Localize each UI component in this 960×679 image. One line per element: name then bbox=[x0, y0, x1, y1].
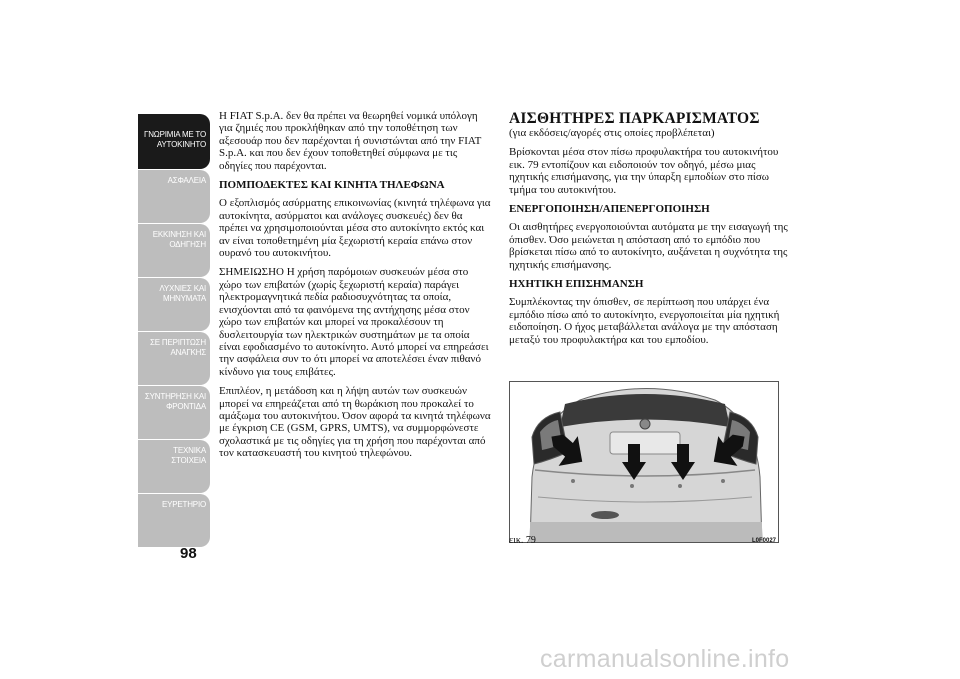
parking-sensors-subtitle: (για εκδόσεις/αγορές στις οποίες προβλέπεται) bbox=[509, 127, 715, 139]
figure-caption: εικ. 79 bbox=[509, 535, 536, 546]
figure-79 bbox=[509, 381, 779, 543]
sensor-arrow-icon bbox=[710, 430, 746, 470]
tab-warning-lights[interactable]: ΛΥΧΝΙΕΣ ΚΑΙ ΜΗΝΥΜΑΤΑ bbox=[138, 278, 210, 331]
acoustic-signal-heading: ΗΧΗΤΙΚΗ ΕΠΙΣΗΜΑΝΣΗ bbox=[509, 278, 644, 291]
tab-technical-data[interactable]: ΤΕΧΝΙΚΑ ΣΤΟΙΧΕΙΑ bbox=[138, 440, 210, 493]
transmission-paragraph: Επιπλέον, η μετάδοση και η λήψη αυτών των συσκευών μπορεί να επηρεάζεται από τη θωράκιση που προκαλεί το αμάξωμα του αυτοκινήτου. Όσον αφορά τα κινητά τηλέφωνα με έγκριση CE (GSM, GPRS, UMTS), να συμμορφώνεστε σχολαστικά με τις οδηγίες για τη χρήση που παρέχονται από τον κατασκευαστή του κινητού τηλεφώνου. bbox=[219, 385, 491, 460]
sensor-arrow-icon bbox=[550, 430, 586, 470]
tab-emergency[interactable]: ΣΕ ΠΕΡΙΠΤΩΣΗ ΑΝΑΓΚΗΣ bbox=[138, 332, 210, 385]
transceivers-heading: ΠΟΜΠΟΔΕΚΤΕΣ ΚΑΙ ΚΙΝΗΤΑ ΤΗΛΕΦΩΝΑ bbox=[219, 179, 445, 192]
liability-paragraph: Η FIAT S.p.A. δεν θα πρέπει να θεωρηθεί νομικά υπόλογη για ζημιές που προκλήθηκαν από την τοποθέτηση των αξεσουάρ που δεν παρέχονται ή συνιστώνται από την FIAT S.p.A. και που δεν έχουν τοποθετηθεί σύμφωνα με τις οδηγίες που παρέχονται. bbox=[219, 110, 482, 172]
sensor-arrow-icon bbox=[671, 444, 695, 480]
tab-safety[interactable]: ΑΣΦΑΛΕΙΑ bbox=[138, 170, 210, 223]
activation-heading: ΕΝΕΡΓΟΠΟΙΗΣΗ/ΑΠΕΝΕΡΓΟΠΟΙΗΣΗ bbox=[509, 203, 710, 216]
left-column bbox=[219, 110, 491, 467]
wireless-paragraph: Ο εξοπλισμός ασύρματης επικοινωνίας (κινητά τηλέφωνα για αυτοκίνητα, ασύρματοι και ανάλογες συσκευές) δεν θα πρέπει να χρησιμοποιούνται μέσα στο αυτοκίνητο εκτός και αν είναι τοποθετημένη μία ξεχωριστή κεραία επάνω στον ουρανό του αυτοκινήτου. bbox=[219, 197, 491, 260]
sensors-location-paragraph: Βρίσκονται μέσα στον πίσω προφυλακτήρα του αυτοκινήτου εικ. 79 εντοπίζουν και ειδοποιούν τον οδηγό, μέσω μιας ηχητικής επισήμανσης, για την ύπαρξη εμποδίων στο πίσω τμήμα του αυτοκινήτου. bbox=[509, 146, 779, 196]
watermark: carmanualsonline.info bbox=[540, 645, 790, 673]
tab-maintenance[interactable]: ΣΥΝΤΗΡΗΣΗ ΚΑΙ ΦΡΟΝΤΙΔΑ bbox=[138, 386, 210, 439]
figure-code: L0F0027 bbox=[752, 538, 777, 544]
parking-sensors-title: ΑΙΣΘΗΤΗΡΕΣ ΠΑΡΚΑΡΙΣΜΑΤΟΣ bbox=[509, 110, 760, 127]
note-paragraph: ΣΗΜΕΙΩΣΗΟ Η χρήση παρόμοιων συσκευών μέσα στο χώρο των επιβατών (χωρίς ξεχωριστή κεραία) παράγει ηλεκτρομαγνητικά πεδία ραδιοσυχνότητας τα οποία, ενισχύονται από τα φαινόμενα της αντήχησης μέσα στον χώρο των επιβατών και μπορεί να προκαλέσουν τη δυσλειτουργία των ηλεκτρικών συστημάτων με τα οποία είναι εφοδιασμένο το αυτοκίνητο. Αυτό μπορεί να επηρεάσει την ασφάλεια συν το ότι μπορεί να αποτελέσει έναν πιθανό κίνδυνο για τους επιβάτες. bbox=[219, 266, 489, 378]
chapter-sidebar bbox=[138, 114, 210, 548]
activation-paragraph: Οι αισθητήρες ενεργοποιούνται αυτόματα με την εισαγωγή της όπισθεν. Όσο μειώνεται η απόσταση από το εμπόδιο που βρίσκεται πίσω από το αυτοκίνητο, αυξάνεται η συχνότητα της ηχητικής επισήμανσης. bbox=[509, 221, 788, 271]
tab-getting-to-know[interactable]: ΓΝΩΡΙΜΙΑ ΜΕ ΤΟ ΑΥΤΟΚΙΝΗΤΟ bbox=[138, 114, 210, 169]
acoustic-signal-paragraph: Συμπλέκοντας την όπισθεν, σε περίπτωση που υπάρχει ένα εμπόδιο πίσω από το αυτοκίνητο, ενεργοποιείται μία ηχητική ειδοποίηση. Ο ήχος μεταβάλλεται ανάλογα με την απόσταση μεταξύ του προφυλακτήρα και του εμποδίου. bbox=[509, 296, 780, 346]
page-number: 98 bbox=[180, 545, 197, 562]
tab-index[interactable]: ΕΥΡΕΤΗΡΙΟ bbox=[138, 494, 210, 547]
right-column bbox=[509, 110, 789, 353]
sensor-arrow-icon bbox=[622, 444, 646, 480]
tab-starting-driving[interactable]: ΕΚΚΙΝΗΣΗ ΚΑΙ ΟΔΗΓΗΣΗ bbox=[138, 224, 210, 277]
